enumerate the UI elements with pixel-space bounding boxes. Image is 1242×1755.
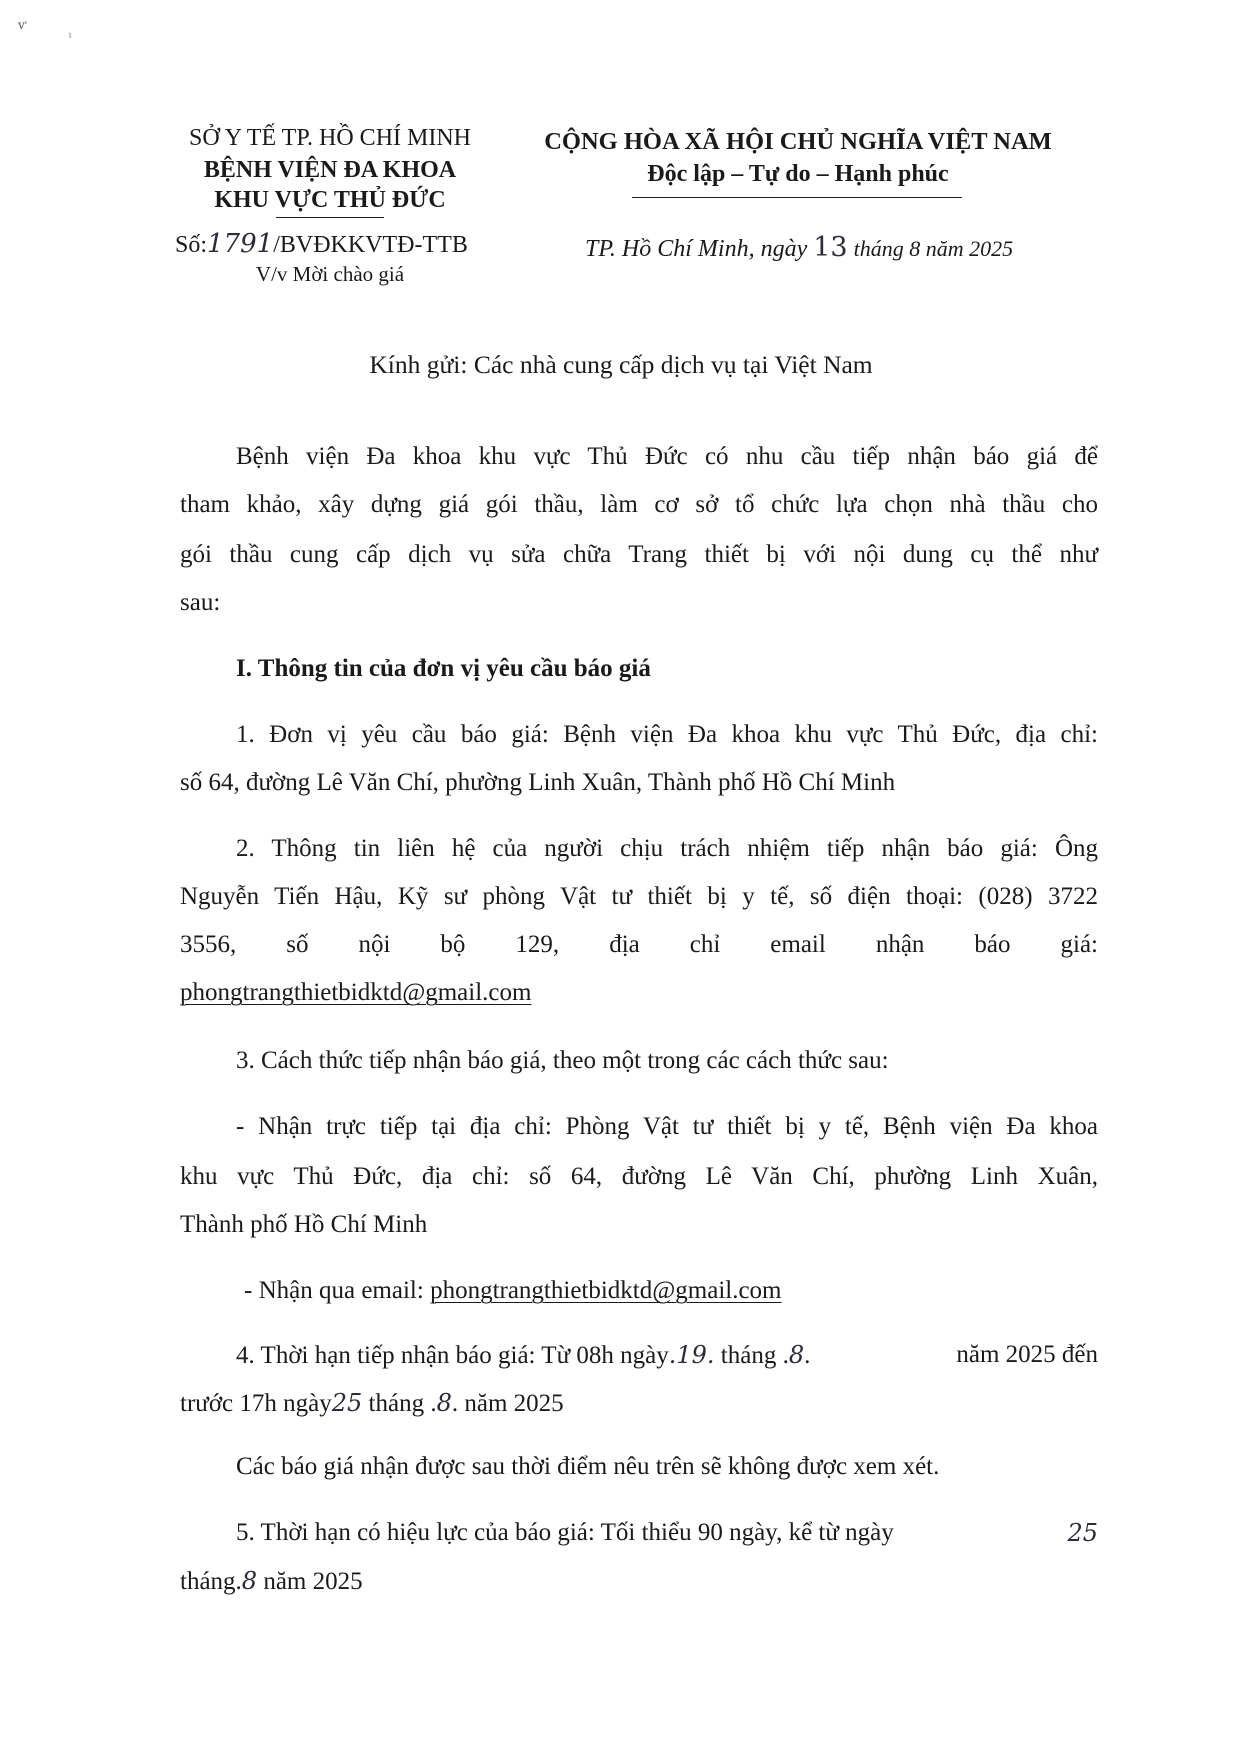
- intro-line-1: Bệnh viện Đa khoa khu vực Thủ Đức có nhu cầu tiếp nhận báo giá để: [236, 443, 1098, 470]
- national-motto: Độc lập – Tự do – Hạnh phúc: [647, 161, 949, 187]
- intro-line-4: sau:: [180, 589, 221, 616]
- scan-mark-left: ⅴ': [18, 18, 27, 32]
- item-5-line-2: tháng.8 năm 2025: [180, 1567, 363, 1595]
- item-2-line-2: Nguyễn Tiến Hậu, Kỹ sư phòng Vật tư thiết bị y tế, số điện thoại: (028) 3722: [180, 883, 1098, 910]
- intro-line-3: gói thầu cung cấp dịch vụ sửa chữa Trang thiết bị với nội dung cụ thể như: [180, 541, 1098, 568]
- item-4-to-day: 25: [331, 1389, 363, 1417]
- item-5-month: 8: [241, 1567, 258, 1595]
- recipient-line: Kính gửi: Các nhà cung cấp dịch vụ tại Việt Nam: [369, 350, 873, 379]
- motto-underline: [632, 197, 962, 198]
- item-3-direct-line-3: Thành phố Hồ Chí Minh: [180, 1211, 428, 1238]
- item-4-to-month: 8: [436, 1389, 452, 1417]
- item-4-line-1: 4. Thời hạn tiếp nhận báo giá: Từ 08h ngày.19. tháng .8. năm 2025 đến: [236, 1341, 1098, 1369]
- item-5-line-1: 5. Thời hạn có hiệu lực của báo giá: Tối thiểu 90 ngày, kể từ ngày 25: [236, 1516, 1098, 1550]
- item-5-day: 25: [1067, 1519, 1098, 1547]
- item-2-line-3: 3556, số nội bộ 129, địa chỉ email nhận báo giá:: [180, 931, 1098, 958]
- document-date: TP. Hồ Chí Minh, ngày 13 tháng 8 năm 2025: [585, 232, 1014, 263]
- item-4-line-2: trước 17h ngày25 tháng .8. năm 2025: [180, 1389, 564, 1417]
- hospital-name-line1: BỆNH VIỆN ĐA KHOA: [203, 157, 457, 183]
- item-3-direct-line-1: - Nhận trực tiếp tại địa chỉ: Phòng Vật tư thiết bị y tế, Bệnh viện Đa khoa: [236, 1113, 1098, 1140]
- department-name: SỞ Y TẾ TP. HỒ CHÍ MINH: [188, 125, 472, 151]
- item-3-email-link[interactable]: phongtrangthietbidktd@gmail.com: [430, 1277, 782, 1304]
- header-left-underline: [276, 217, 384, 218]
- document-number-handwritten: 1791: [207, 229, 274, 259]
- item-3-line-1: 3. Cách thức tiếp nhận báo giá, theo một trong các cách thức sau:: [236, 1047, 889, 1074]
- item-3-email-line: - Nhận qua email: phongtrangthietbidktd@gmail.com: [244, 1277, 782, 1304]
- item-1-line-1: 1. Đơn vị yêu cầu báo giá: Bệnh viện Đa khoa khu vực Thủ Đức, địa chỉ:: [236, 721, 1098, 748]
- item-4-from-day: .19.: [668, 1341, 715, 1369]
- item-4-from-month: 8: [788, 1341, 805, 1369]
- intro-line-2: tham khảo, xây dựng giá gói thầu, làm cơ sở tổ chức lựa chọn nhà thầu cho: [180, 491, 1098, 518]
- item-3-direct-line-2: khu vực Thủ Đức, địa chỉ: số 64, đường Lê Văn Chí, phường Linh Xuân,: [180, 1163, 1098, 1190]
- section-1-title: I. Thông tin của đơn vị yêu cầu báo giá: [236, 655, 651, 682]
- item-1-line-2: số 64, đường Lê Văn Chí, phường Linh Xuân, Thành phố Hồ Chí Minh: [180, 769, 896, 796]
- item-4-note: Các báo giá nhận được sau thời điểm nêu trên sẽ không được xem xét.: [236, 1453, 940, 1480]
- nation-title: CỘNG HÒA XÃ HỘI CHỦ NGHĨA VIỆT NAM: [544, 128, 1052, 155]
- document-subject: V/v Mời chào giá: [255, 262, 405, 286]
- item-2-email[interactable]: phongtrangthietbidktd@gmail.com: [180, 979, 532, 1006]
- document-number: Số:1791/BVĐKKVTĐ-TTB: [175, 229, 468, 259]
- item-2-line-1: 2. Thông tin liên hệ của người chịu trách nhiệm tiếp nhận báo giá: Ông: [236, 835, 1098, 862]
- scan-mark-right: ₁: [68, 24, 73, 38]
- date-day-handwritten: 13: [813, 232, 848, 263]
- hospital-name-line2: KHU VỰC THỦ ĐỨC: [214, 187, 446, 213]
